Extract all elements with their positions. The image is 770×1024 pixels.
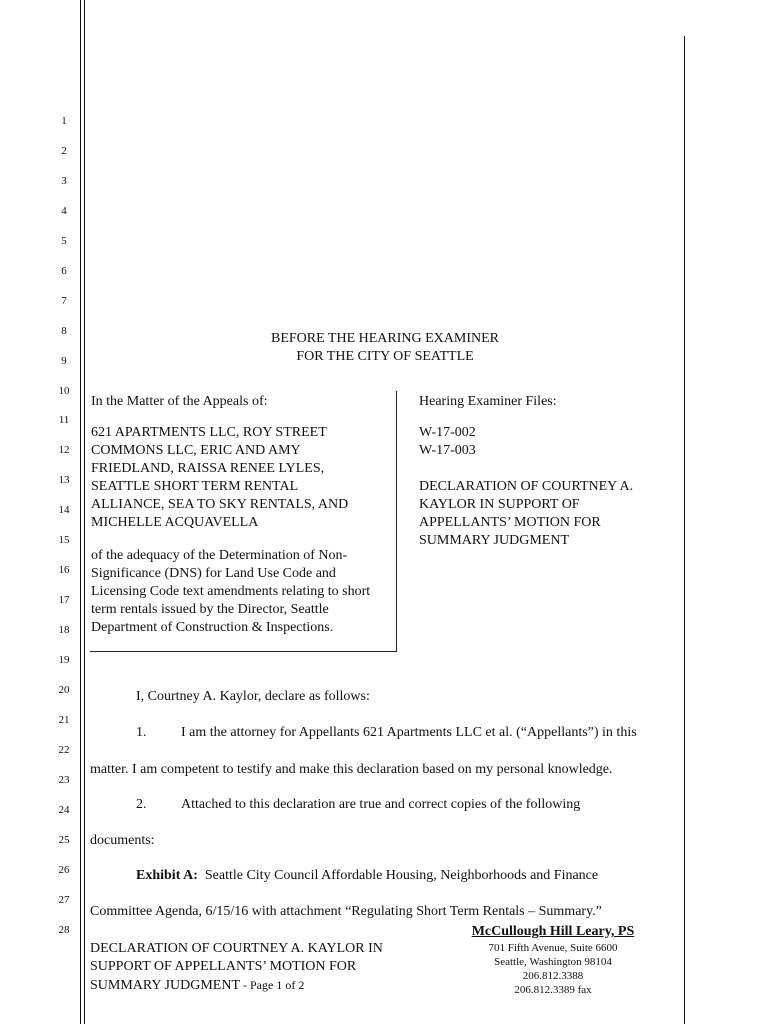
firm-address-line1: 701 Fifth Avenue, Suite 6600	[488, 942, 618, 954]
exhibit-a-text: Seattle City Council Affordable Housing, Neighborhoods and Finance	[204, 868, 599, 883]
para1-text-line1: I am the attorney for Appellants 621 Apartments LLC et al. (“Appellants”) in this	[181, 725, 637, 740]
left-margin-rule-outer	[80, 0, 81, 1024]
firm-block	[440, 923, 666, 997]
appeal-subject	[91, 547, 370, 637]
page-number: - Page 1 of 2	[240, 978, 305, 992]
para1-text-line2: matter. I am competent to testify and make this declaration based on my personal knowledge.	[90, 762, 613, 777]
file-number: W-17-003	[419, 443, 476, 458]
declaration-intro: I, Courtney A. Kaylor, declare as follows:	[136, 689, 370, 704]
subject-line: Licensing Code text amendments relating to short	[91, 584, 371, 599]
footer-title-line3	[90, 976, 383, 995]
appellant-line: 621 APARTMENTS LLC, ROY STREET	[91, 425, 327, 440]
line-number: 24	[58, 804, 70, 816]
appellants-list	[91, 424, 348, 532]
subject-line: term rentals issued by the Director, Seattle	[91, 602, 329, 617]
footer-title-line: DECLARATION OF COURTNEY A. KAYLOR IN	[90, 941, 383, 956]
line-number: 3	[61, 175, 67, 187]
footer-title-text: SUMMARY JUDGMENT	[90, 978, 241, 993]
line-number: 9	[61, 355, 67, 367]
line-number: 14	[58, 504, 70, 516]
para2-number: 2.	[136, 797, 147, 812]
doc-title-line: SUMMARY JUDGMENT	[419, 533, 570, 548]
exhibit-a-label: Exhibit A:	[136, 868, 198, 883]
line-number: 5	[61, 235, 67, 247]
line-number: 23	[58, 774, 70, 786]
line-number: 1	[61, 115, 67, 127]
appellant-line: FRIEDLAND, RAISSA RENEE LYLES,	[91, 461, 325, 476]
firm-phone: 206.812.3388	[522, 970, 584, 982]
line-number: 13	[58, 474, 70, 486]
court-heading-line1: BEFORE THE HEARING EXAMINER	[270, 331, 499, 346]
subject-line: Department of Construction & Inspections.	[91, 620, 334, 635]
firm-fax: 206.812.3389 fax	[514, 984, 592, 996]
exhibit-a-line1	[136, 867, 598, 885]
appellant-line: SEATTLE SHORT TERM RENTAL	[91, 479, 299, 494]
line-number: 19	[58, 654, 70, 666]
line-number: 22	[58, 744, 70, 756]
doc-title-line: DECLARATION OF COURTNEY A.	[419, 479, 634, 494]
line-number: 17	[58, 594, 70, 606]
para1-number: 1.	[136, 725, 147, 740]
appellant-line: COMMONS LLC, ERIC AND AMY	[91, 443, 301, 458]
left-margin-rule-inner	[84, 0, 85, 1024]
right-margin-rule	[684, 36, 685, 1024]
line-number: 10	[58, 385, 70, 397]
matter-label: In the Matter of the Appeals of:	[91, 394, 268, 409]
line-number: 18	[58, 624, 70, 636]
line-number: 25	[58, 834, 70, 846]
line-number: 15	[58, 534, 70, 546]
footer-doc-title	[90, 940, 383, 995]
exhibit-a-line2: Committee Agenda, 6/15/16 with attachment “Regulating Short Term Rentals – Summary.”	[90, 904, 602, 919]
line-number: 2	[61, 145, 67, 157]
firm-name: McCullough Hill Leary, PS	[471, 924, 635, 939]
doc-title-line: KAYLOR IN SUPPORT OF	[419, 497, 580, 512]
line-number: 6	[61, 265, 67, 277]
subject-line: Significance (DNS) for Land Use Code and	[91, 566, 336, 581]
appellant-line: MICHELLE ACQUAVELLA	[91, 515, 259, 530]
appellant-line: ALLIANCE, SEA TO SKY RENTALS, AND	[91, 497, 349, 512]
file-number: W-17-002	[419, 425, 476, 440]
para2-text-line2: documents:	[90, 833, 155, 848]
line-number: 21	[58, 714, 70, 726]
file-numbers	[419, 424, 476, 460]
line-number: 11	[58, 414, 70, 426]
para2-text-line1: Attached to this declaration are true and correct copies of the following	[181, 797, 581, 812]
line-number: 12	[58, 444, 70, 456]
line-number: 28	[58, 924, 70, 936]
subject-line: of the adequacy of the Determination of Non-	[91, 548, 348, 563]
line-number: 8	[61, 325, 67, 337]
files-label: Hearing Examiner Files:	[419, 394, 557, 409]
line-number: 27	[58, 894, 70, 906]
line-number: 4	[61, 205, 67, 217]
footer-title-line: SUPPORT OF APPELLANTS’ MOTION FOR	[90, 959, 357, 974]
line-number: 20	[58, 684, 70, 696]
court-heading-line2: FOR THE CITY OF SEATTLE	[296, 349, 474, 364]
doc-title-line: APPELLANTS’ MOTION FOR	[419, 515, 601, 530]
line-number: 16	[58, 564, 70, 576]
firm-address-line2: Seattle, Washington 98104	[494, 956, 612, 968]
line-number: 7	[61, 295, 67, 307]
line-number: 26	[58, 864, 70, 876]
document-title	[419, 478, 633, 550]
